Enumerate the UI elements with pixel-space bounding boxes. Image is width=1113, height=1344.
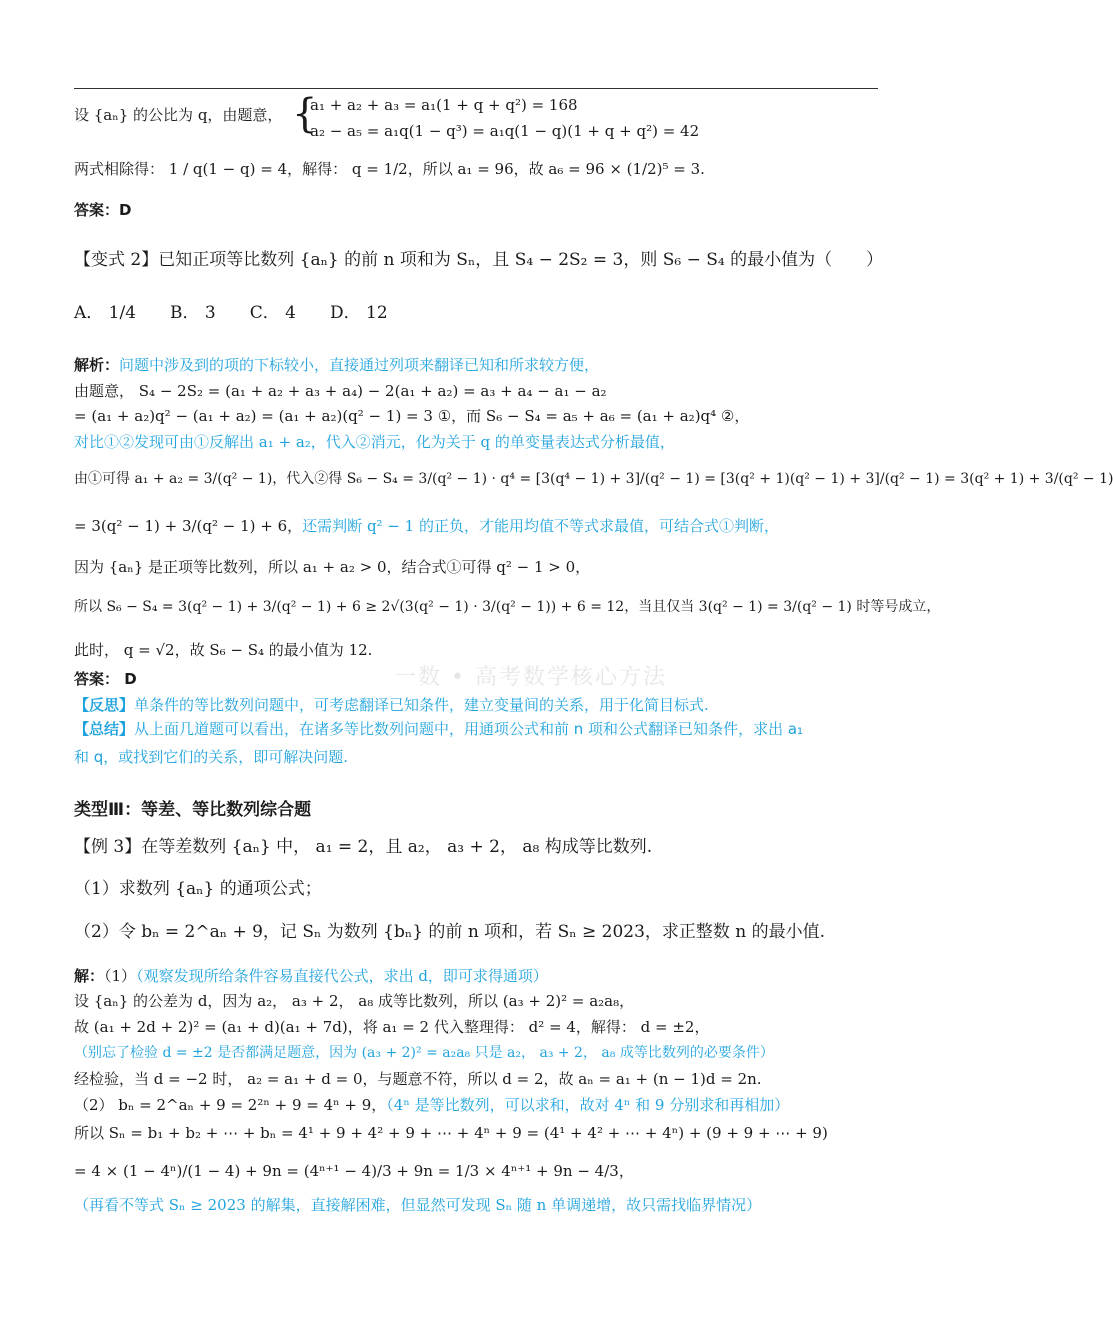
hint-line: （再看不等式 Sₙ ≥ 2023 的解集，直接解困难，但显然可发现 Sₙ 随 n 单调递增，故只需找临界情况） (74, 1196, 762, 1214)
example-part: （2）令 bₙ = 2^aₙ + 9，记 Sₙ 为数列 {bₙ} 的前 n 项和，若 Sₙ ≥ 2023，求正整数 n 的最小值. (74, 922, 826, 942)
reflection-text: 单条件的等比数列问题中，可考虑翻译已知条件，建立变量间的关系，用于化简目标式. (134, 696, 709, 714)
math-line (74, 515, 779, 537)
example-title: 【例 3】在等差数列 {aₙ} 中， a₁ = 2，且 a₂， a₃ + 2， a₈ 构成等比数列. (74, 837, 653, 857)
solution-line (74, 965, 548, 987)
math-line: 所以 Sₙ = b₁ + b₂ + ⋯ + bₙ = 4¹ + 9 + 4² + 9 + ⋯ + 4ⁿ + 9 = (4¹ + 4² + ⋯ + 4ⁿ) + (9 + 9 + ⋯ + 9) (74, 1124, 828, 1142)
text-line (74, 1094, 789, 1116)
watermark: 一数 • 高考数学核心方法 (394, 665, 667, 690)
summary-line (74, 718, 803, 740)
brace-symbol: { (292, 91, 318, 137)
analysis-line (74, 354, 599, 376)
text-line: 两式相除得： 1 / q(1 − q) = 4，解得： q = 1/2，所以 a₁ = 96，故 a₆ = 96 × (1/2)⁵ = 3. (74, 160, 705, 178)
text-line: 经检验，当 d = −2 时， a₂ = a₁ + d = 0，与题意不符，所以 d = 2，故 aₙ = a₁ + (n − 1)d = 2n. (74, 1070, 762, 1088)
summary-line: 和 q，或找到它们的关系，即可解决问题. (74, 748, 349, 766)
reflection-line (74, 694, 709, 716)
section-heading: 类型Ⅲ：等差、等比数列综合题 (74, 800, 312, 820)
summary-label: 【总结】 (74, 720, 135, 738)
document-page (74, 0, 1113, 1344)
math-expression: = 3(q² − 1) + 3/(q² − 1) + 6， (74, 517, 303, 535)
equation-line: a₁ + a₂ + a₃ = a₁(1 + q + q²) = 168 (310, 96, 578, 114)
text-line: 此时， q = √2，故 S₆ − S₄ 的最小值为 12. (74, 641, 373, 659)
hint-text: （观察发现所给条件容易直接代公式，求出 d，即可求得通项） (136, 967, 548, 985)
math-line: 由题意， S₄ − 2S₂ = (a₁ + a₂ + a₃ + a₄) − 2(a₁ + a₂) = a₃ + a₄ − a₁ − a₂ (74, 382, 607, 400)
math-line: 由①可得 a₁ + a₂ = 3/(q² − 1)，代入②得 S₆ − S₄ = 3/(q² − 1) · q⁴ = [3(q⁴ − 1) + 3]/(q² − 1) = [3(q² + 1)(q² − 1) + 3]/(q² − 1) = 3(q² + 1) + 3/(q² − 1) (74, 471, 1113, 487)
analysis-label: 解析： (74, 356, 120, 374)
summary-text: 从上面几道题可以看出，在诸多等比数列问题中，用通项公式和前 n 项和公式翻译已知条件，求出 a₁ (134, 720, 804, 738)
math-line: = (a₁ + a₂)q² − (a₁ + a₂) = (a₁ + a₂)(q² − 1) = 3 ①，而 S₆ − S₄ = a₅ + a₆ = (a₁ + a₂)q⁴ ②， (74, 407, 750, 425)
options-line: A． 1/4 B． 3 C． 4 D． 12 (74, 303, 388, 323)
answer-line: 答案： D (74, 670, 137, 688)
hint-line: （别忘了检验 d = ±2 是否都满足题意，因为 (a₃ + 2)² = a₂a₈ 只是 a₂， a₃ + 2， a₈ 成等比数列的必要条件） (74, 1045, 774, 1061)
solution-part: （1） (104, 967, 137, 985)
hint-line: 对比①②发现可由①反解出 a₁ + a₂，代入②消元，化为关于 q 的单变量表达式分析最值， (74, 433, 675, 451)
solution-label: 解： (74, 967, 105, 985)
text-line: 因为 {aₙ} 是正项等比数列，所以 a₁ + a₂ > 0，结合式①可得 q² − 1 > 0， (74, 558, 591, 576)
header-rule (74, 88, 878, 89)
equation-line: a₂ − a₅ = a₁q(1 − q³) = a₁q(1 − q)(1 + q + q²) = 42 (310, 122, 700, 140)
math-expression: （2） bₙ = 2^aₙ + 9 = 2²ⁿ + 9 = 4ⁿ + 9， (74, 1096, 387, 1114)
text-line: 故 (a₁ + 2d + 2)² = (a₁ + d)(a₁ + 7d)，将 a₁ = 2 代入整理得： d² = 4，解得： d = ±2， (74, 1018, 710, 1036)
analysis-hint: 问题中涉及到的项的下标较小，直接通过列项来翻译已知和所求较方便， (119, 356, 600, 374)
reflection-label: 【反思】 (74, 696, 135, 714)
math-line: = 4 × (1 − 4ⁿ)/(1 − 4) + 9n = (4ⁿ⁺¹ − 4)/3 + 9n = 1/3 × 4ⁿ⁺¹ + 9n − 4/3， (74, 1162, 634, 1180)
example-part: （1）求数列 {aₙ} 的通项公式； (74, 879, 322, 899)
hint-text: 还需判断 q² − 1 的正负，才能用均值不等式求最值，可结合式①判断， (302, 517, 779, 535)
hint-text: （4ⁿ 是等比数列，可以求和，故对 4ⁿ 和 9 分别求和再相加） (386, 1096, 790, 1114)
math-line: 所以 S₆ − S₄ = 3(q² − 1) + 3/(q² − 1) + 6 ≥ 2√(3(q² − 1) · 3/(q² − 1)) + 6 = 12，当且仅当 3(q² − 1) = 3/(q² − 1) 时等号成立， (74, 599, 941, 615)
text-line: 设 {aₙ} 的公差为 d，因为 a₂， a₃ + 2， a₈ 成等比数列，所以 (a₃ + 2)² = a₂a₈， (74, 992, 635, 1010)
variant-title: 【变式 2】已知正项等比数列 {aₙ} 的前 n 项和为 Sₙ，且 S₄ − 2S₂ = 3，则 S₆ − S₄ 的最小值为（ ） (74, 250, 884, 270)
text-line: 设 {aₙ} 的公比为 q，由题意， (74, 106, 283, 124)
answer-line: 答案：D (74, 201, 132, 219)
